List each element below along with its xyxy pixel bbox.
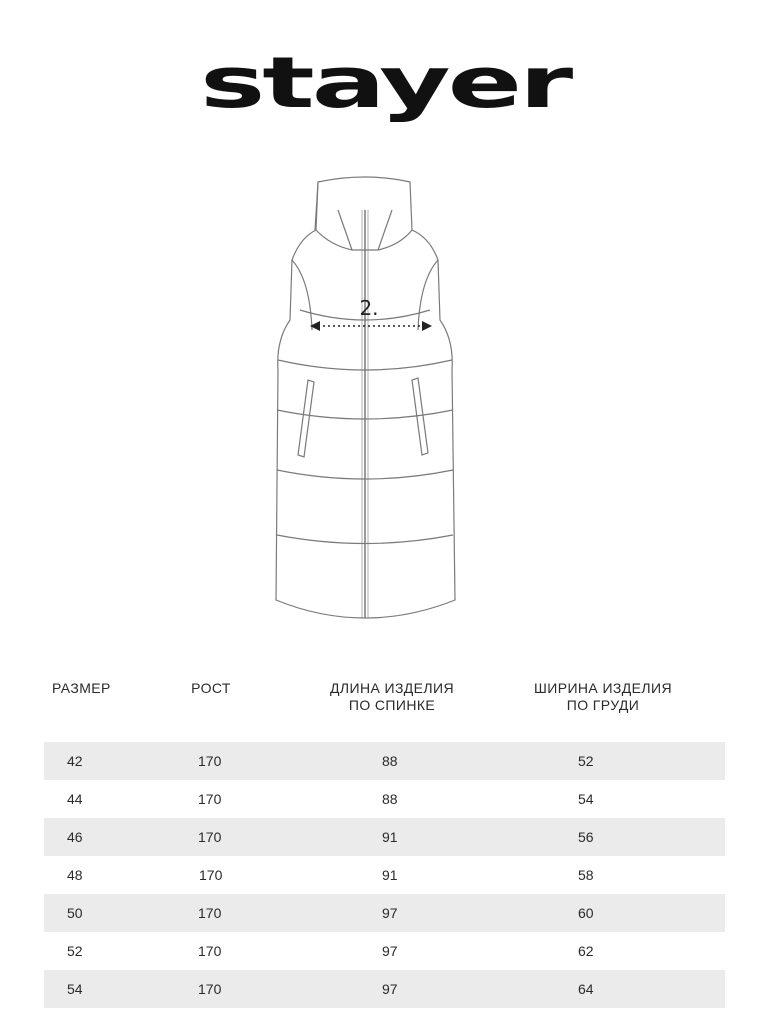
cell-size: 54 <box>67 981 83 997</box>
cell-height: 170 <box>198 753 222 769</box>
cell-width: 58 <box>578 867 594 883</box>
cell-height: 170 <box>198 943 222 959</box>
cell-size: 44 <box>67 791 83 807</box>
cell-length: 97 <box>382 905 398 921</box>
brand-logo <box>190 55 580 130</box>
cell-length: 97 <box>382 943 398 959</box>
cell-width: 60 <box>578 905 594 921</box>
cell-width: 64 <box>578 981 594 997</box>
chest-width-measurement <box>310 296 432 331</box>
vest-collar <box>316 177 412 250</box>
cell-size: 48 <box>67 867 83 883</box>
header-length-line1: ДЛИНА ИЗДЕЛИЯ <box>330 680 454 696</box>
cell-height: 170 <box>199 867 223 883</box>
header-width-line1: ШИРИНА ИЗДЕЛИЯ <box>534 680 672 696</box>
cell-length: 91 <box>382 829 398 845</box>
table-row <box>44 818 725 856</box>
table-row <box>44 932 725 970</box>
cell-height: 170 <box>198 791 222 807</box>
header-length <box>312 680 472 714</box>
header-length-line2: ПО СПИНКЕ <box>348 697 436 713</box>
cell-width: 54 <box>578 791 594 807</box>
header-height-label: РОСТ <box>191 680 231 696</box>
cell-width: 52 <box>578 753 594 769</box>
cell-height: 170 <box>198 829 222 845</box>
table-row <box>44 742 725 780</box>
vest-left-pocket <box>298 380 314 457</box>
cell-length: 88 <box>382 791 398 807</box>
table-row <box>44 894 725 932</box>
header-size <box>52 680 118 697</box>
size-table <box>44 742 725 1008</box>
header-width <box>520 680 686 714</box>
cell-size: 42 <box>67 753 83 769</box>
cell-size: 52 <box>67 943 83 959</box>
cell-width: 62 <box>578 943 594 959</box>
brand-logo-text: stayer <box>200 55 574 124</box>
cell-length: 88 <box>382 753 398 769</box>
cell-length: 91 <box>382 867 398 883</box>
header-size-label: РАЗМЕР <box>52 680 111 696</box>
cell-height: 170 <box>198 981 222 997</box>
cell-length: 97 <box>382 981 398 997</box>
header-height <box>186 680 236 697</box>
measurement-label: 2. <box>359 296 379 320</box>
vest-illustration <box>260 170 470 630</box>
cell-size: 46 <box>67 829 83 845</box>
header-width-line2: ПО ГРУДИ <box>566 697 640 713</box>
cell-height: 170 <box>198 905 222 921</box>
table-row <box>44 970 725 1008</box>
cell-size: 50 <box>67 905 83 921</box>
cell-width: 56 <box>578 829 594 845</box>
table-row <box>44 780 725 818</box>
table-row <box>44 856 725 894</box>
